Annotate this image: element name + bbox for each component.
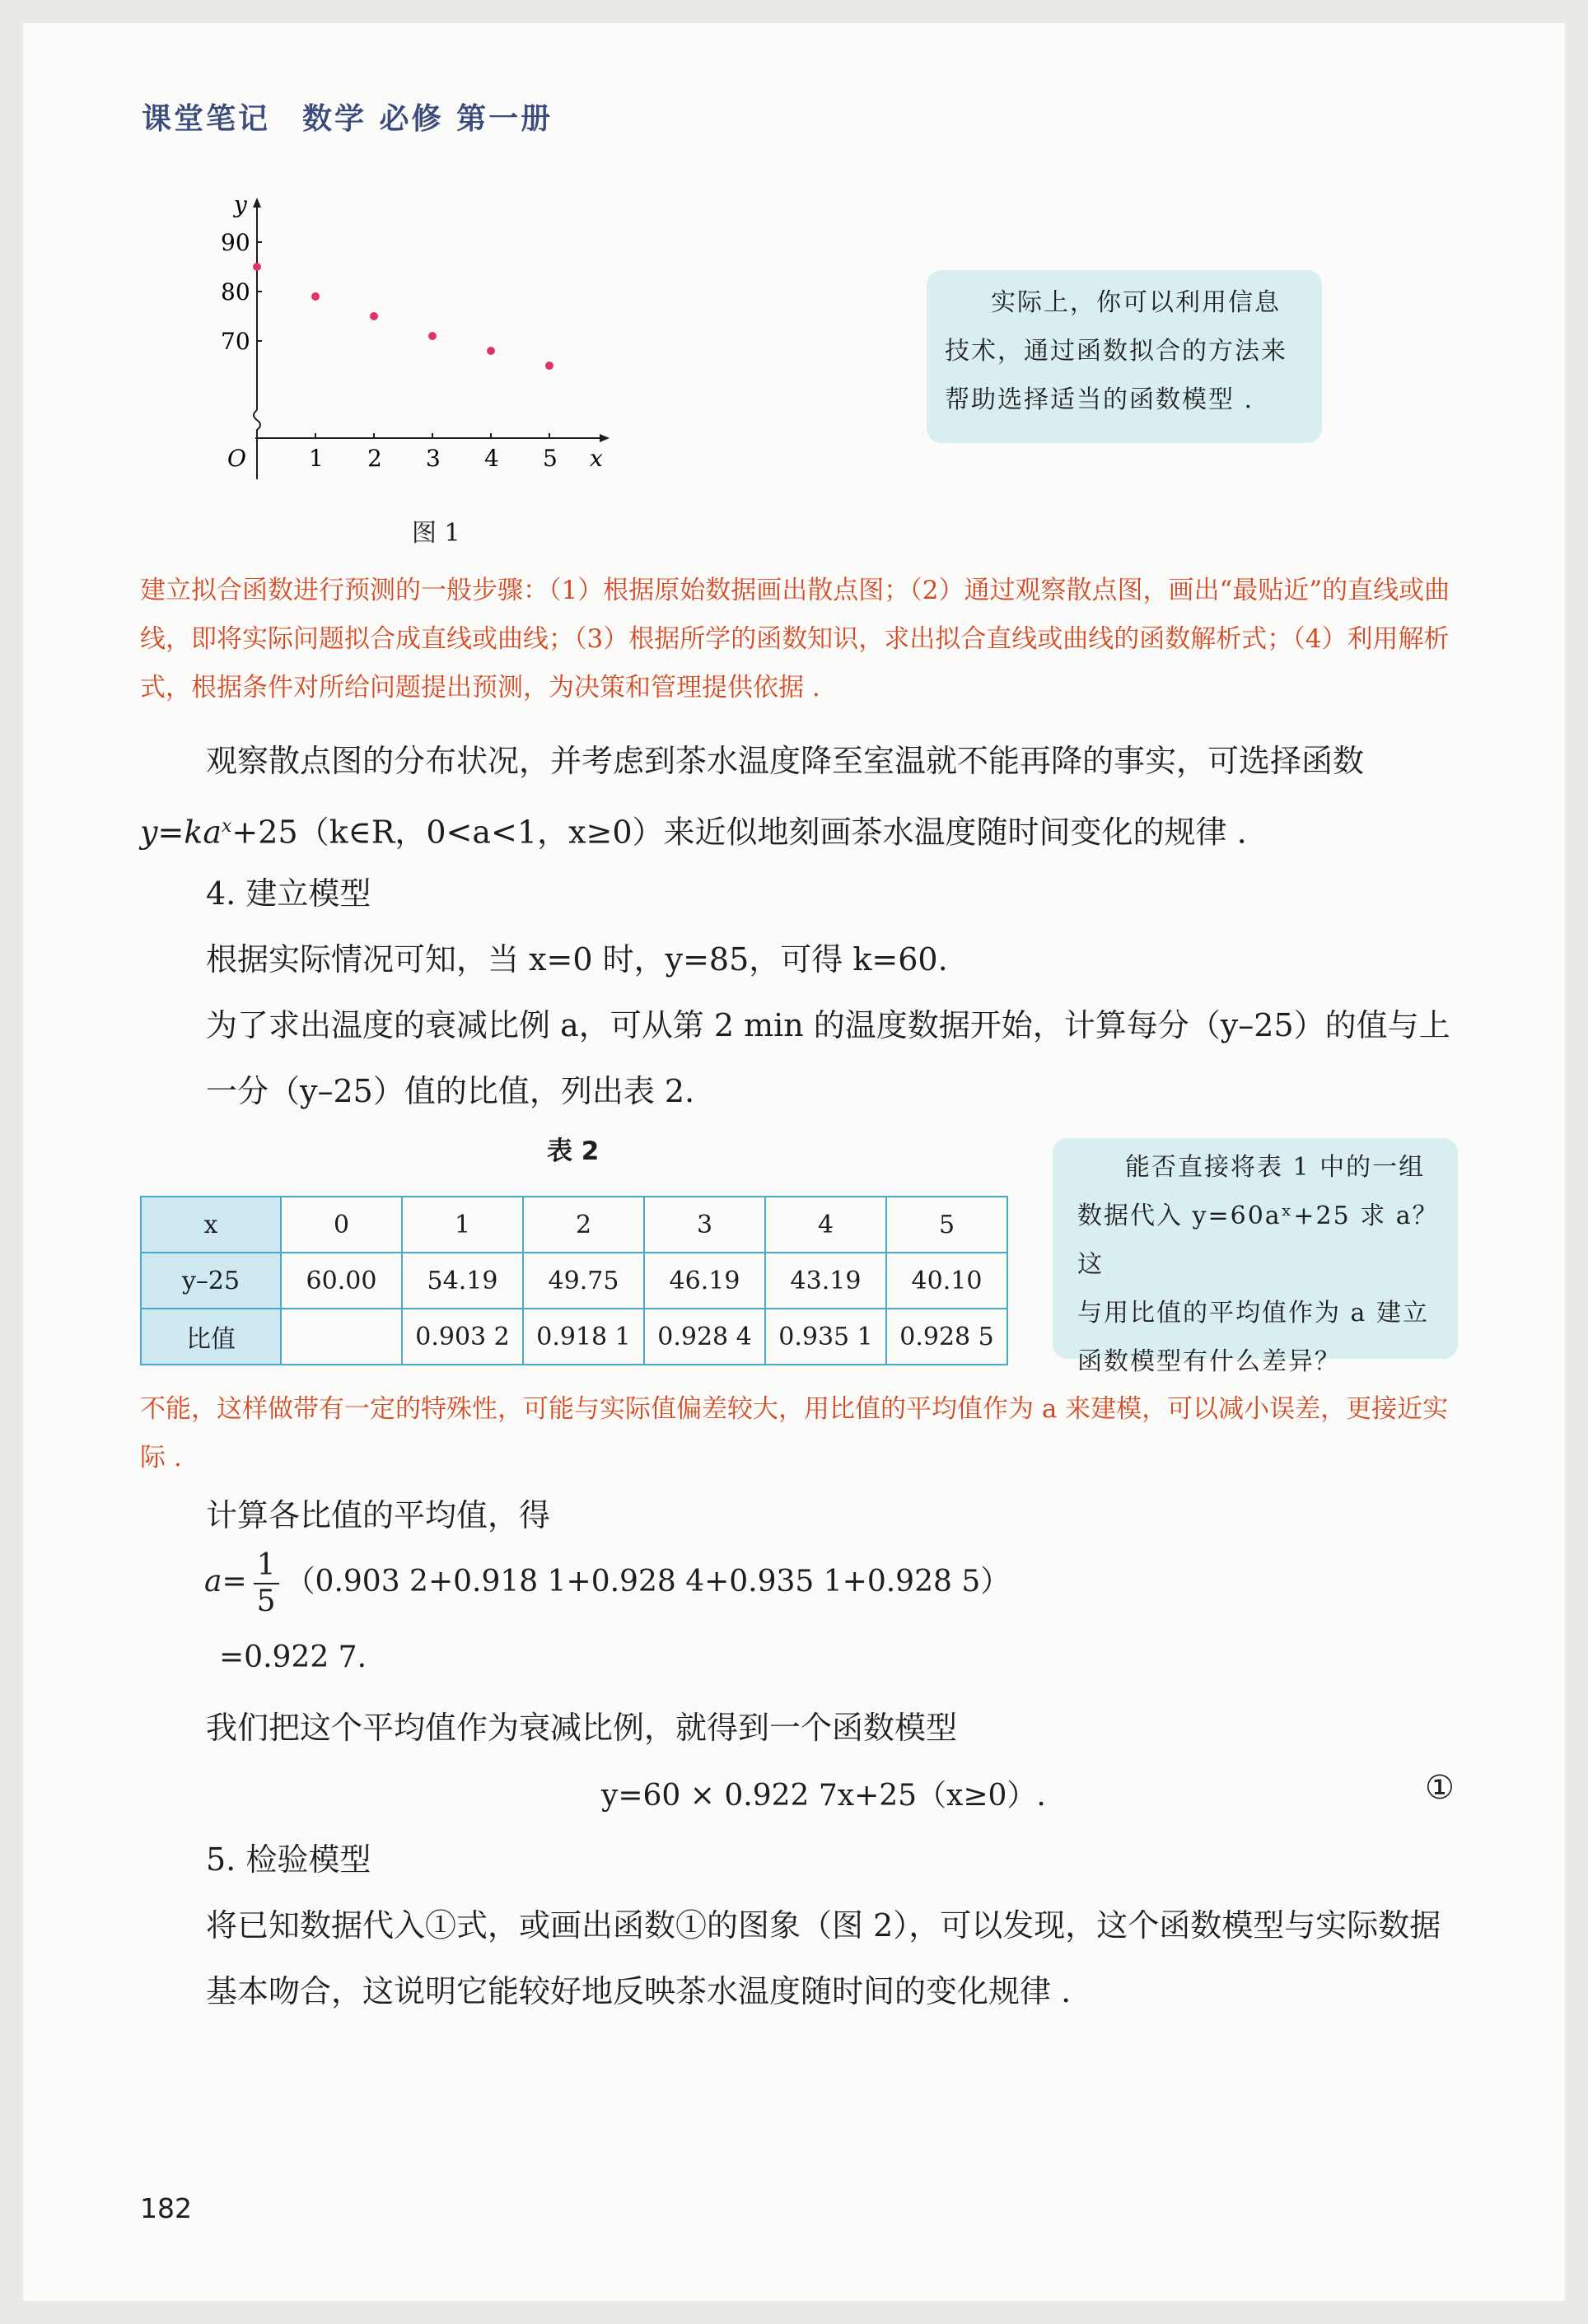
data-point: [428, 332, 437, 340]
note-line: 实际上，你可以利用信息: [991, 288, 1281, 317]
table-cell: 4: [765, 1197, 886, 1253]
calc-intro: [140, 1482, 1470, 1548]
scatter-chart: [206, 194, 634, 499]
fraction-numerator: 1: [254, 1548, 279, 1584]
answer-annotation: 不能，这样做带有一定的特殊性，可能与实际值偏差较大，用比值的平均值作为 a 来建模，可以减小误差，更接近实际 .: [140, 1394, 1449, 1472]
average-result: =0.922 7.: [219, 1640, 367, 1674]
table-row: [141, 1197, 1007, 1253]
paragraph: 将已知数据代入①式，或画出函数①的图象（图 2），可以发现，这个函数模型与实际数据基本吻合，这说明它能较好地反映茶水温度随时间的变化规律 .: [206, 1907, 1441, 2009]
figure-caption: 图 1: [412, 519, 460, 548]
note-line: 与用比值的平均值作为 a 建立: [1077, 1299, 1429, 1328]
table-cell: 0.918 1: [523, 1309, 644, 1365]
row-header: y–25: [141, 1253, 281, 1309]
y-axis-arrow: [253, 198, 261, 208]
formula-rhs: （0.903 2+0.918 1+0.928 4+0.935 1+0.928 5）: [285, 1565, 1011, 1598]
x-tick-label: 2: [367, 445, 382, 472]
data-point: [370, 312, 378, 320]
table-cell: 0.935 1: [765, 1309, 886, 1365]
row-header: x: [141, 1197, 281, 1253]
section-title: 4. 建立模型: [206, 875, 371, 912]
page-number: 182: [140, 2192, 192, 2224]
side-note-question: [1053, 1138, 1458, 1376]
data-point: [311, 292, 320, 301]
data-table: [140, 1196, 1008, 1365]
table-cell: 0.928 5: [886, 1309, 1007, 1365]
section-title: 5. 检验模型: [206, 1841, 371, 1878]
table-cell: 2: [523, 1197, 644, 1253]
fraction: [254, 1548, 279, 1619]
x-axis-arrow: [600, 434, 610, 442]
x-tick-label: 5: [543, 445, 558, 472]
note-line: 技术，通过函数拟合的方法来: [945, 337, 1287, 366]
table-cell: 0.928 4: [644, 1309, 765, 1365]
average-formula: [204, 1548, 1010, 1619]
table-cell: 54.19: [402, 1253, 523, 1309]
paragraph-line: 观察散点图的分布状况，并考虑到茶水温度降至室温就不能再降的事实，可选择函数: [206, 743, 1365, 779]
table-cell: 0: [281, 1197, 402, 1253]
y-axis-break: [254, 410, 260, 479]
table-cell: 5: [886, 1197, 1007, 1253]
formula-lhs: a=: [204, 1565, 247, 1598]
note-line: 数据代入 y=60aˣ+25 求 a？这: [1077, 1202, 1439, 1279]
x-tick-label: 4: [484, 445, 499, 472]
paragraph: 为了求出温度的衰减比例 a，可从第 2 min 的温度数据开始，计算每分（y–25）的值与上一分（y–25）值的比值，列出表 2.: [206, 1007, 1450, 1109]
x-tick-label: 3: [426, 445, 441, 472]
formula-condition: +25（k∈R，0<a<1，x≥0）: [231, 814, 664, 851]
table-cell: 1: [402, 1197, 523, 1253]
section-build-model: [140, 861, 1470, 1124]
table-caption: 表 2: [547, 1136, 600, 1166]
data-point: [487, 347, 495, 355]
paragraph: 根据实际情况可知，当 x=0 时，y=85，可得 k=60.: [206, 941, 948, 978]
x-tick-label: 1: [309, 445, 324, 472]
table-cell: 60.00: [281, 1253, 402, 1309]
running-header: 课堂笔记 数学 必修 第一册: [142, 102, 553, 136]
data-point: [253, 263, 261, 271]
side-note-info: [927, 270, 1322, 443]
y-tick-label: 70: [221, 328, 250, 355]
fraction-denominator: 5: [256, 1584, 276, 1618]
note-line: 帮助选择适当的函数模型 .: [945, 385, 1254, 414]
section-check-model: [140, 1827, 1470, 2024]
table-cell: 43.19: [765, 1253, 886, 1309]
table-cell: 40.10: [886, 1253, 1007, 1309]
table-cell: 46.19: [644, 1253, 765, 1309]
equation-marker: ①: [1425, 1769, 1455, 1807]
table-cell: 3: [644, 1197, 765, 1253]
y-axis-label: y: [234, 194, 247, 218]
paragraph: 计算各比值的平均值，得: [206, 1497, 551, 1533]
paragraph-observe: [140, 728, 1470, 866]
model-formula: y=60 × 0.922 7x+25（x≥0）.: [601, 1779, 1046, 1813]
formula-prefix: y=ka: [140, 814, 222, 851]
y-tick-label: 90: [221, 229, 250, 256]
row-header: 比值: [141, 1309, 281, 1365]
table-cell: 0.903 2: [402, 1309, 523, 1365]
origin-label: O: [227, 445, 246, 472]
paragraph: 我们把这个平均值作为衰减比例，就得到一个函数模型: [206, 1710, 958, 1746]
table-cell: 49.75: [523, 1253, 644, 1309]
model-intro-block: [140, 1695, 1470, 1761]
y-tick-label: 80: [221, 278, 250, 306]
note-line: 函数模型有什么差异？: [1077, 1347, 1341, 1376]
table-cell: [281, 1309, 402, 1365]
data-point: [545, 362, 553, 370]
table-row: [141, 1309, 1007, 1365]
paragraph-rest: 来近似地刻画茶水温度随时间变化的规律 .: [663, 814, 1247, 851]
note-line: 能否直接将表 1 中的一组: [1125, 1153, 1426, 1182]
paragraph-line-formula: [140, 794, 1470, 866]
table-row: [141, 1253, 1007, 1309]
x-axis-label: x: [590, 445, 603, 472]
formula-sup: x: [222, 816, 232, 837]
steps-annotation: 建立拟合函数进行预测的一般步骤：（1）根据原始数据画出散点图；（2）通过观察散点图，画出“最贴近”的直线或曲线，即将实际问题拟合成直线或曲线；（3）根据所学的函数知识，求出拟合直线或曲线的函数解析式；（4）利用解析式，根据条件对所给问题提出预测，为决策和管理提供依据 .: [140, 576, 1450, 702]
